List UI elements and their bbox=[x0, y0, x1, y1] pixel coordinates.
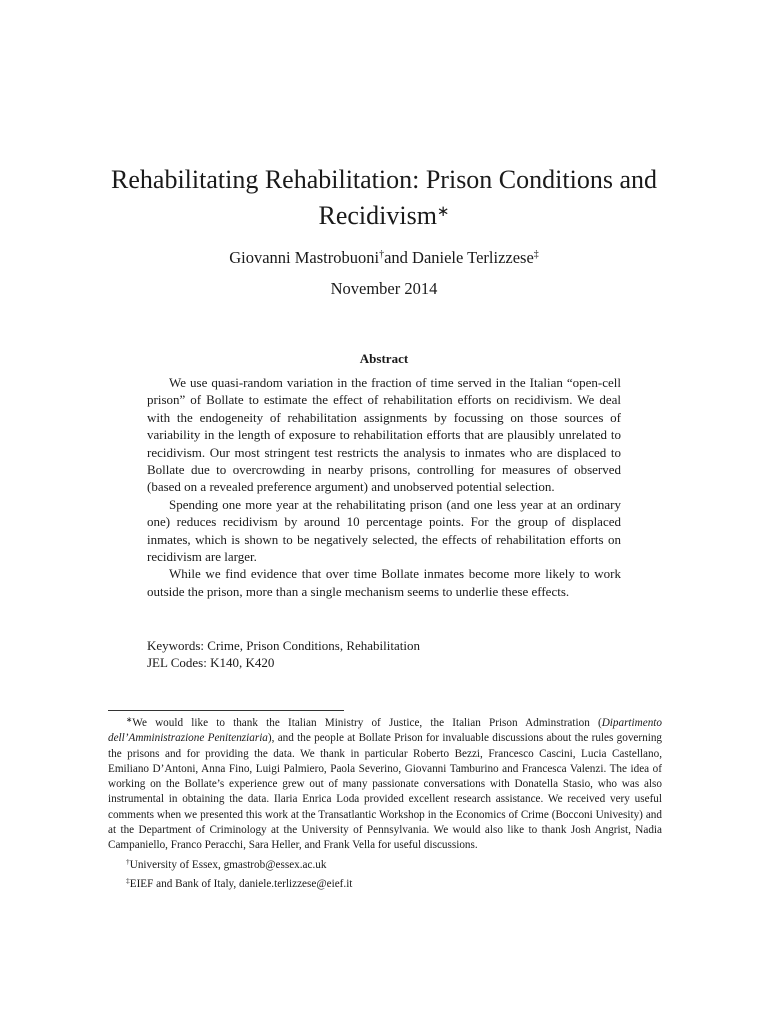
abstract-paragraph: While we find evidence that over time Bollate inmates become more likely to work outside the prison, more than a single mechanism seems to underlie these effects. bbox=[147, 566, 621, 599]
footnote-mark: ∗ bbox=[126, 715, 133, 724]
jel-codes-line: JEL Codes: K140, K420 bbox=[147, 655, 275, 671]
title-footnote-mark: ∗ bbox=[436, 204, 450, 220]
footnote-mark: † bbox=[126, 856, 130, 866]
author-name: Daniele Terlizzese bbox=[412, 248, 534, 267]
footnote-italic-text: Dipartimento dell’Amministrazione Penitenziaria bbox=[108, 717, 662, 745]
title-text: Rehabilitating Rehabilitation: Prison Conditions and Recidivism bbox=[111, 165, 657, 230]
footnotes bbox=[108, 712, 662, 892]
footnote-affiliation bbox=[108, 873, 662, 892]
abstract-body bbox=[147, 374, 621, 600]
publication-date: November 2014 bbox=[330, 279, 438, 298]
keywords-block bbox=[147, 637, 621, 672]
footnote-mark: ‡ bbox=[126, 875, 130, 885]
author-separator: and bbox=[384, 248, 413, 267]
footnote-acknowledgements bbox=[108, 712, 662, 854]
footnote-divider bbox=[108, 710, 344, 711]
footnote-text: University of Essex, gmastrob@essex.ac.uk bbox=[129, 858, 327, 871]
footnote-text: ), and the people at Bollate Prison for invaluable discussions about the rules governing the prisons and for providing the data. We thank in particular Roberto Bezzi, Francesco Cascini, Lucia Castellano, Emiliano D’Antoni, Anna Fino, Luigi Palmiero, Paola Severino, Giovanni Tamburino and Francesca Valenzi. The idea of working on the Bollate’s experience grew out of many passionate conversations with Donatella Stasio, who was also instrumental in obtaining the data. Ilaria Enrica Loda provided excellent research assistance. We received very useful comments when we presented this work at the Transatlantic Workshop in the Economics of Crime (Bocconi Univesity) and at the Department of Criminology at the University of Pennsylvania. We would also like to thank Josh Angrist, Nadia Campaniello, Franco Peracchi, Sara Heller, and Frank Vella for useful discussions. bbox=[108, 732, 663, 852]
paper-title bbox=[100, 163, 668, 232]
abstract-paragraph: We use quasi-random variation in the fraction of time served in the Italian “open-cell prison” of Bollate to estimate the effect of rehabilitation efforts on recidivism. We deal with the endogeneity of rehabilitation assignments by focussing on those sources of variability in the length of exposure to rehabilitation efforts that are plausibly unrelated to recidivism. Our most stringent test restricts the analysis to inmates who are displaced to Bollate due to overcrowding in nearby prisons, controlling for measures of observed (based on a revealed preference argument) and unobserved potential selection. bbox=[147, 375, 621, 495]
author-name: Giovanni Mastrobuoni bbox=[229, 248, 380, 267]
footnote-text: EIEF and Bank of Italy, daniele.terlizzese@eief.it bbox=[129, 877, 353, 890]
footnote-affiliation bbox=[108, 854, 662, 873]
keywords-line: Keywords: Crime, Prison Conditions, Rehabilitation bbox=[147, 638, 420, 653]
author-footnote-mark: ‡ bbox=[533, 249, 539, 260]
footnote-text: We would like to thank the Italian Ministry of Justice, the Italian Prison Adminstration ( bbox=[132, 717, 602, 729]
author-footnote-mark: † bbox=[379, 249, 385, 260]
author-line bbox=[100, 244, 668, 269]
abstract-paragraph: Spending one more year at the rehabilitating prison (and one less year at an ordinary one) reduces recidivism by around 10 percentage points. For the group of displaced inmates, which is shown to be negatively selected, the effects of rehabilitation efforts on recidivism are larger. bbox=[147, 496, 621, 565]
abstract-heading: Abstract bbox=[359, 351, 409, 366]
